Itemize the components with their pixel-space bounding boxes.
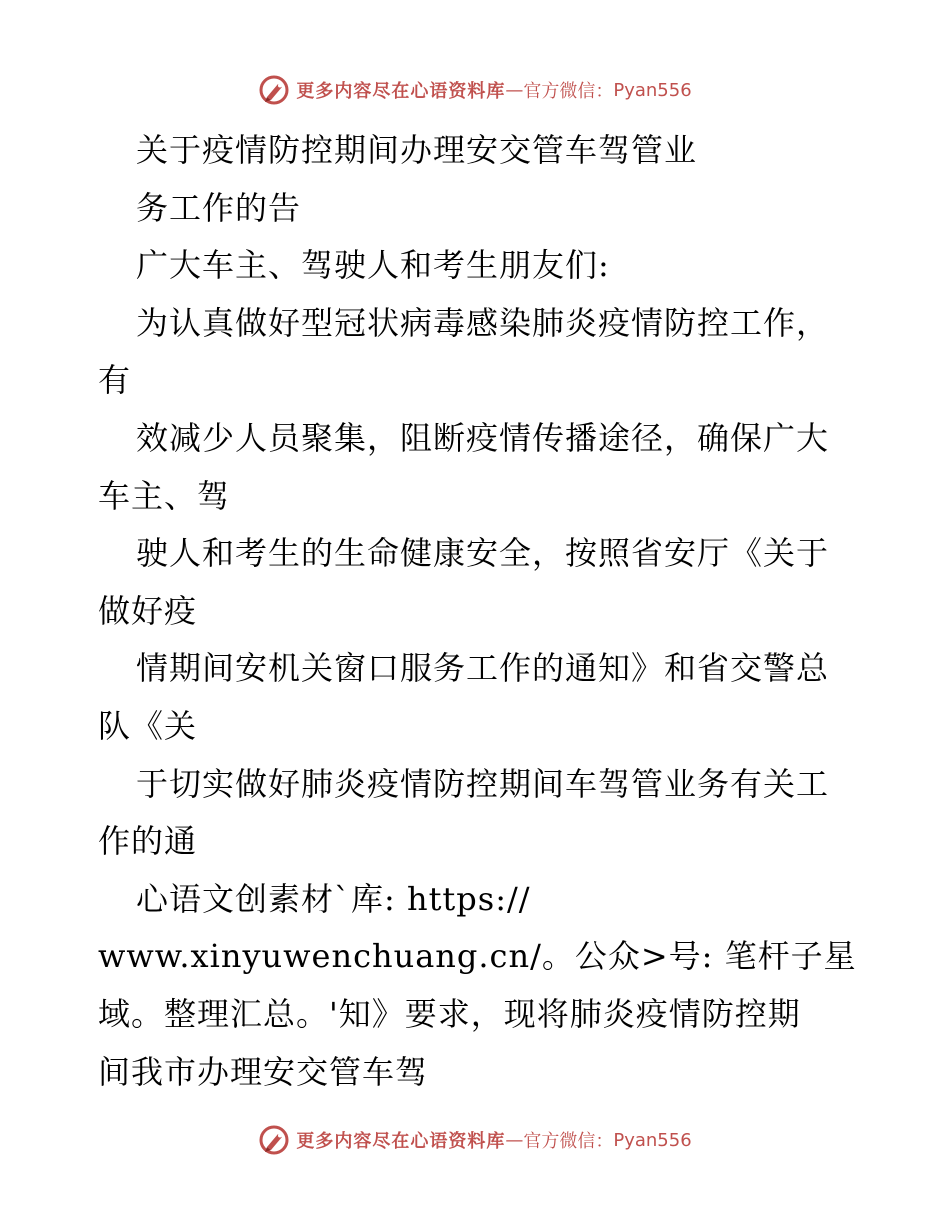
watermark-wechat-id: Pyan556	[613, 79, 692, 101]
footer-watermark	[0, 1120, 950, 1160]
watermark-site-name: 更多内容尽在心语资料库	[296, 81, 506, 102]
watermark-separator: —	[505, 79, 524, 101]
text-line: 广大车主、驾驶人和考生朋友们:	[136, 246, 610, 285]
watermark-separator: —	[505, 1129, 524, 1151]
watermark-wechat-id: Pyan556	[613, 1129, 692, 1151]
text-line: 有	[98, 361, 132, 400]
text-line: 驶人和考生的生命健康安全，按照省安厅《关于	[136, 534, 830, 573]
pen-logo-icon	[258, 74, 290, 106]
text-line: 车主、驾	[98, 476, 231, 515]
text-line: www.xinyuwenchuang.cn/。公众>号: 笔杆子星	[98, 937, 857, 976]
text-line: 队《关	[98, 706, 198, 745]
header-watermark	[0, 70, 950, 110]
text-line: 做好疫	[98, 591, 198, 630]
pen-logo-icon	[258, 1124, 290, 1156]
text-line: 心语文创素材`库: https://	[136, 879, 531, 918]
text-line: 间我市办理安交管车驾	[98, 1052, 429, 1091]
watermark-wechat-label: 官方微信：	[523, 1131, 614, 1152]
text-line: 于切实做好肺炎疫情防控期间车驾管业务有关工	[136, 764, 830, 803]
watermark-site-name: 更多内容尽在心语资料库	[296, 1131, 506, 1152]
text-line: 关于疫情防控期间办理安交管车驾管业	[136, 131, 698, 169]
text-line: 域。整理汇总。'知》要求，现将肺炎疫情防控期	[98, 994, 801, 1033]
text-line: 效减少人员聚集，阻断疫情传播途径，确保广大	[136, 418, 830, 457]
document-body	[98, 122, 868, 1101]
text-line: 作的通	[98, 822, 198, 861]
text-line: 情期间安机关窗口服务工作的通知》和省交警总	[136, 649, 830, 688]
watermark-wechat-label: 官方微信：	[523, 81, 614, 102]
text-line: 为认真做好型冠状病毒感染肺炎疫情防控工作，	[136, 303, 830, 342]
text-line: 务工作的告	[136, 188, 302, 227]
